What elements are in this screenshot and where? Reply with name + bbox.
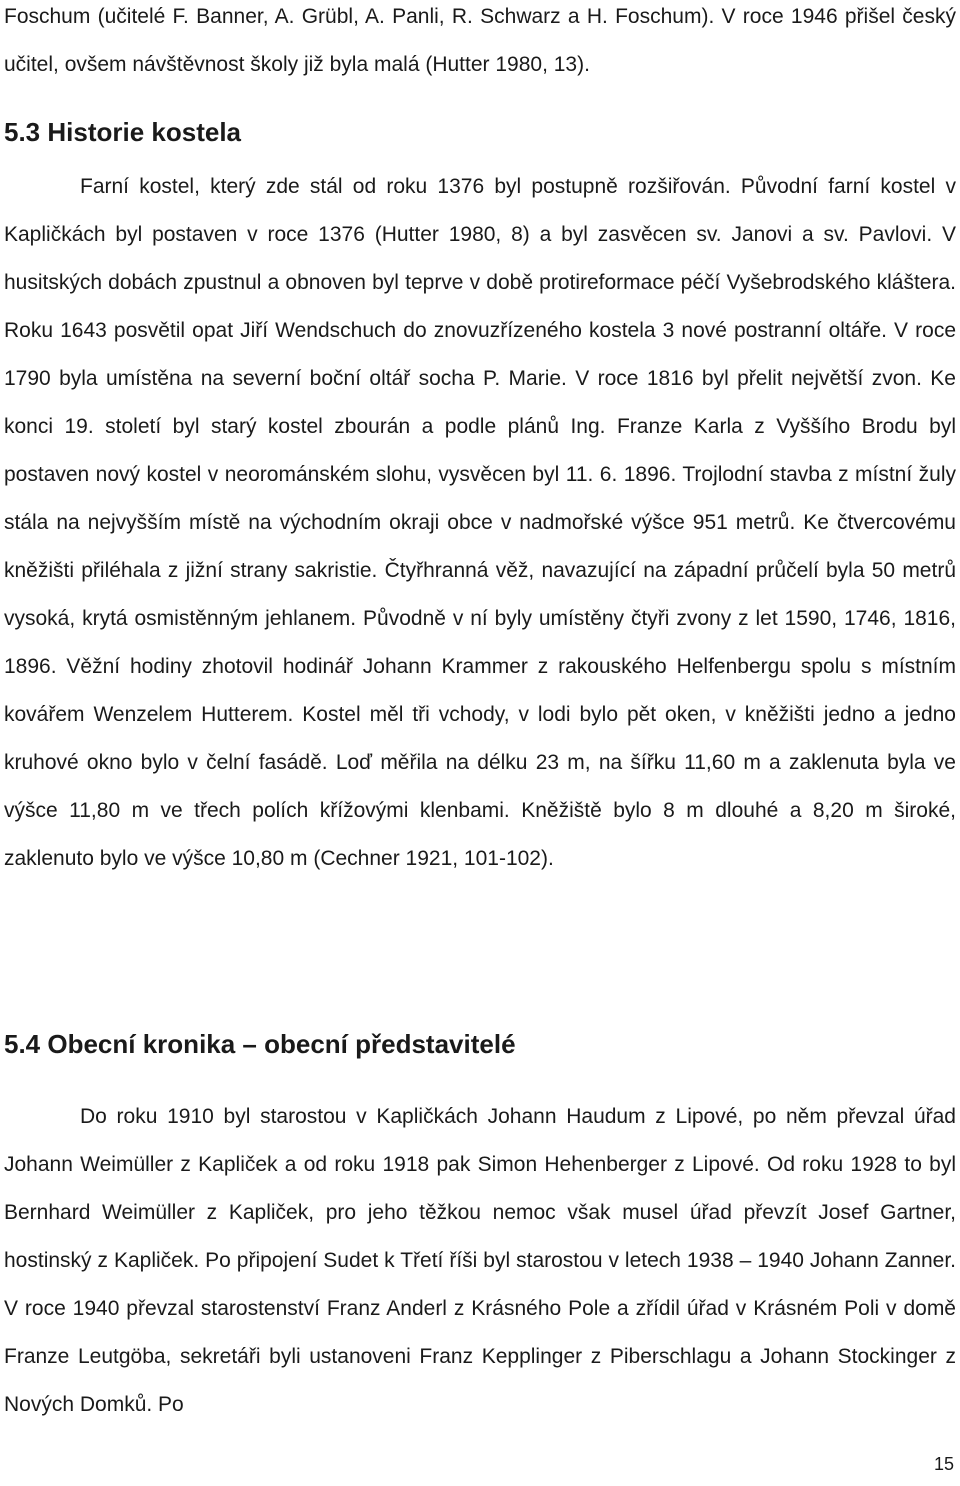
church-history-paragraph: Farní kostel, který zde stál od roku 1376 byl postupně rozšiřován. Původní farní kostel v Kapličkách byl postaven v roce 1376 (Hutter 1980, 8) a byl zasvěcen sv. Janovi a sv. Pavlovi. V husitských dobách zpustnul a obnoven byl teprve v době protireformace péčí Vyšebrodského kláštera. Roku 1643 posvětil opat Jiří Wendschuch do znovuzřízeného kostela 3 nové postranní oltáře. V roce 1790 byla umístěna na severní boční oltář socha P. Marie. V roce 1816 byl přelit největší zvon. Ke konci 19. století byl starý kostel zbourán a podle plánů Ing. Franze Karla z Vyššího Brodu byl postaven nový kostel v neorománském slohu, vysvěcen byl 11. 6. 1896. Trojlodní stavba z místní žuly stála na nejvyšším místě na východním okraji obce v nadmořské výšce 951 metrů. Ke čtvercovému kněžišti přiléhala z jižní strany sakristie. Čtyřhranná věž, navazující na západní průčelí byla 50 metrů vysoká, krytá osmistěnným jehlanem. Původně v ní byly umístěny čtyři zvony z let 1590, 1746, 1816, 1896. Věžní hodiny zhotovil hodinář Johann Krammer z rakouského Helfenbergu spolu s místním kovářem Wenzelem Hutterem. Kostel měl tři vchody, v lodi bylo pět oken, v kněžišti jedno a jedno kruhové okno bylo v čelní fasádě. Loď měřila na délku 23 m, na šířku 11,60 m a zaklenuta byla ve výšce 11,80 m ve třech polích křížovými klenbami. Kněžiště bylo 8 m dlouhé a 8,20 m široké, zaklenuto bylo ve výšce 10,80 m (Cechner 1921, 101-102).: [4, 175, 956, 870]
section-heading-church-history: 5.3 Historie kostela: [4, 117, 241, 147]
section-heading-municipal-chronicle: 5.4 Obecní kronika – obecní představitelé: [4, 1029, 516, 1059]
intro-paragraph: Foschum (učitelé F. Banner, A. Grübl, A. Panli, R. Schwarz a H. Foschum). V roce 1946 přišel český učitel, ovšem návštěvnost školy již byla malá (Hutter 1980, 13).: [4, 5, 956, 76]
municipal-chronicle-paragraph: Do roku 1910 byl starostou v Kapličkách Johann Haudum z Lipové, po něm převzal úřad Johann Weimüller z Kapliček a od roku 1918 pak Simon Hehenberger z Lipové. Od roku 1928 to byl Bernhard Weimüller z Kapliček, pro jeho těžkou nemoc však musel úřad převzít Josef Gartner, hostinský z Kapliček. Po připojení Sudet k Třetí říši byl starostou v letech 1938 – 1940 Johann Zanner. V roce 1940 převzal starostenství Franz Anderl z Krásného Pole a zřídil úřad v Krásném Poli v domě Franze Leutgöba, sekretáři byli ustanoveni Franz Kepplinger z Piberschlagu a Johann Stockinger z Nových Domků. Po: [4, 1105, 956, 1416]
page-number: 15: [933, 1454, 954, 1474]
